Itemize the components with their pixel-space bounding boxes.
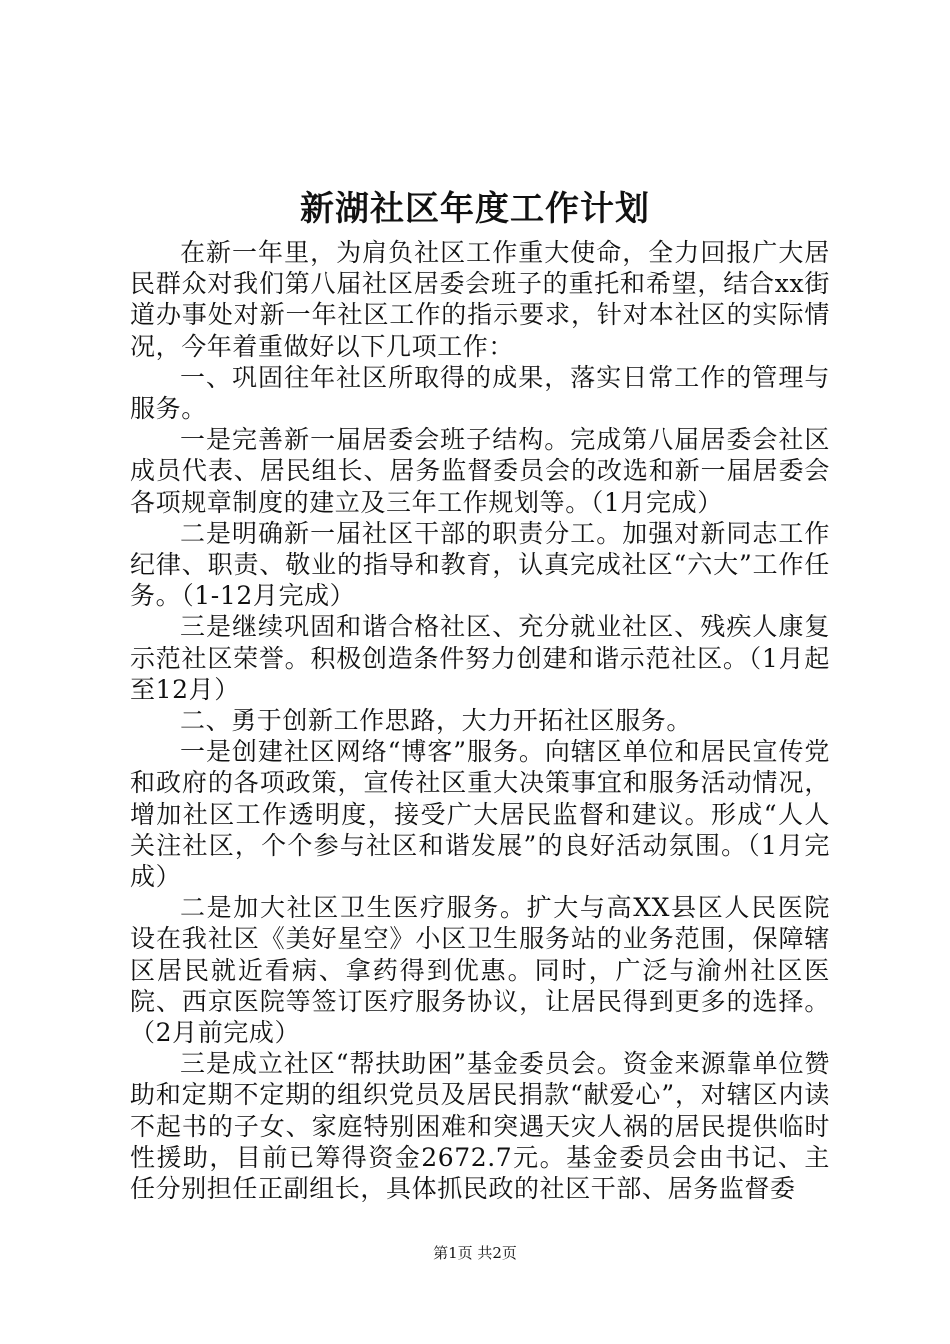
page-number-footer: 第1页 共2页 — [433, 1244, 517, 1262]
paragraph-item-2-3: 三是成立社区“帮扶助困”基金委员会。资金来源靠单位赞助和定期不定期的组织党员及居民捐款“献爱心”，对辖区内读不起书的子女、家庭特别困难和突遇天灾人祸的居民提供临时性援助，目前已筹得资金2672.7元。基金委员会由书记、主任分别担任正副组长，具体抓民政的社区干部、居务监督委 — [130, 1049, 830, 1204]
document-body — [130, 237, 830, 1204]
paragraph-item-1-2: 二是明确新一届社区干部的职责分工。加强对新同志工作纪律、职责、敬业的指导和教育，认真完成社区“六大”工作任务。（1-12月完成） — [130, 518, 830, 611]
document-title: 新湖社区年度工作计划 — [300, 189, 650, 229]
paragraph-section-1-heading: 一、巩固往年社区所取得的成果，落实日常工作的管理与服务。 — [130, 362, 830, 424]
paragraph-item-1-1: 一是完善新一届居委会班子结构。完成第八届居委会社区成员代表、居民组长、居务监督委员会的改选和新一届居委会各项规章制度的建立及三年工作规划等。（1月完成） — [130, 425, 830, 517]
paragraph-item-2-2: 二是加大社区卫生医疗服务。扩大与高XX县区人民医院设在我社区《美好星空》小区卫生服务站的业务范围，保障辖区居民就近看病、拿药得到优惠。同时，广泛与渝州社区医院、西京医院等签订医疗服务协议，让居民得到更多的选择。（2月前完成） — [130, 893, 830, 1048]
paragraph-section-2-heading: 二、勇于创新工作思路，大力开拓社区服务。 — [180, 706, 693, 736]
paragraph-intro: 在新一年里，为肩负社区工作重大使命，全力回报广大居民群众对我们第八届社区居委会班子的重托和希望，结合xx街道办事处对新一年社区工作的指示要求，针对本社区的实际情况，今年着重做好以下几项工作： — [130, 238, 830, 361]
paragraph-item-1-3: 三是继续巩固和谐合格社区、充分就业社区、残疾人康复示范社区荣誉。积极创造条件努力创建和谐示范社区。（1月起至12月） — [130, 612, 830, 704]
paragraph-item-2-1: 一是创建社区网络“博客”服务。向辖区单位和居民宣传党和政府的各项政策，宣传社区重大决策事宜和服务活动情况，增加社区工作透明度，接受广大居民监督和建议。形成“人人关注社区，个个参与社区和谐发展”的良好活动氛围。（1月完成） — [130, 737, 830, 892]
